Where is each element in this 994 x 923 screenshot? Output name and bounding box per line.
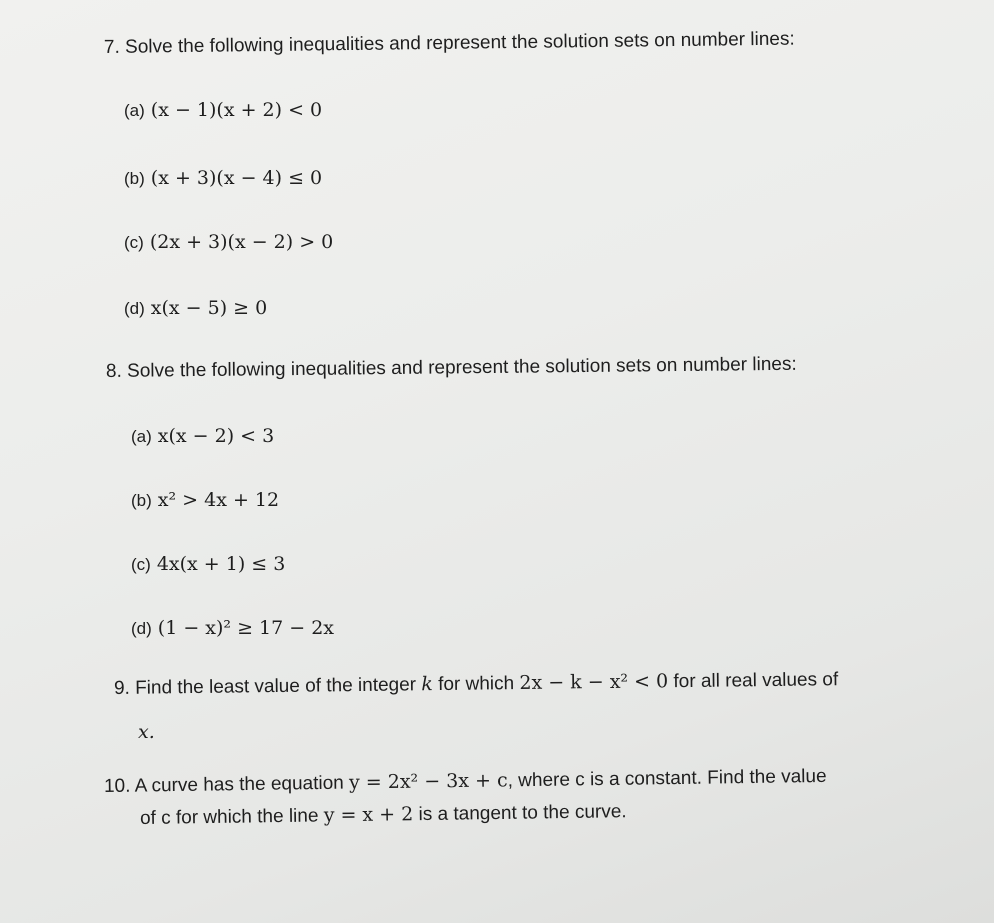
question-9-suffix: for all real values of [668, 669, 839, 693]
part-label: (c) [131, 555, 151, 574]
question-8d [131, 616, 334, 641]
question-9-variable-x: x. [138, 721, 155, 743]
question-8-stem [106, 353, 797, 384]
part-label: (c) [124, 233, 144, 252]
part-label: (a) [131, 427, 152, 446]
question-10-prefix: 10. A curve has the equation [103, 772, 350, 797]
question-10-line2-suffix: is a tangent to the curve. [413, 801, 627, 826]
part-label: (d) [131, 619, 152, 638]
question-8b [131, 488, 279, 513]
question-7a [124, 98, 322, 123]
question-9 [114, 667, 838, 701]
question-10-continuation [140, 799, 627, 831]
inequality-expression: x(x − 2) < 3 [157, 425, 275, 447]
question-8a [131, 424, 274, 449]
question-9-continuation [138, 720, 155, 745]
inequality-expression: (1 − x)² ≥ 17 − 2x [157, 617, 335, 639]
inequality-expression: (x − 1)(x + 2) < 0 [150, 99, 323, 121]
question-7b [124, 166, 322, 191]
inequality-expression: (2x + 3)(x − 2) > 0 [149, 231, 334, 253]
question-9-middle: for which [432, 673, 520, 696]
question-7c [124, 230, 333, 255]
variable-k: k [421, 673, 433, 696]
question-10-suffix: , where c is a constant. Find the value [507, 765, 827, 792]
inequality-expression: x² > 4x + 12 [157, 489, 280, 511]
question-7-text: 7. Solve the following inequalities and represent the solution sets on number lines: [103, 28, 795, 58]
inequality-expression: x(x − 5) ≥ 0 [150, 297, 268, 319]
part-label: (d) [124, 299, 145, 318]
part-label: (b) [131, 491, 152, 510]
question-7d [124, 296, 267, 321]
question-8-text: 8. Solve the following inequalities and represent the solution sets on number lines: [105, 353, 797, 382]
line-equation: y = x + 2 [323, 803, 414, 827]
question-9-prefix: 9. Find the least value of the integer [113, 674, 422, 699]
part-label: (a) [124, 101, 145, 120]
question-10-line2-prefix: of c for which the line [139, 805, 324, 829]
inequality-expression: 4x(x + 1) ≤ 3 [156, 553, 286, 575]
question-8c [131, 552, 285, 577]
part-label: (b) [124, 169, 145, 188]
inequality-expression: (x + 3)(x − 4) ≤ 0 [150, 167, 323, 189]
curve-equation: y = 2x² − 3x + c [348, 769, 508, 794]
question-9-expression: 2x − k − x² < 0 [519, 670, 669, 695]
question-10 [104, 764, 827, 799]
question-7-stem [104, 28, 795, 60]
